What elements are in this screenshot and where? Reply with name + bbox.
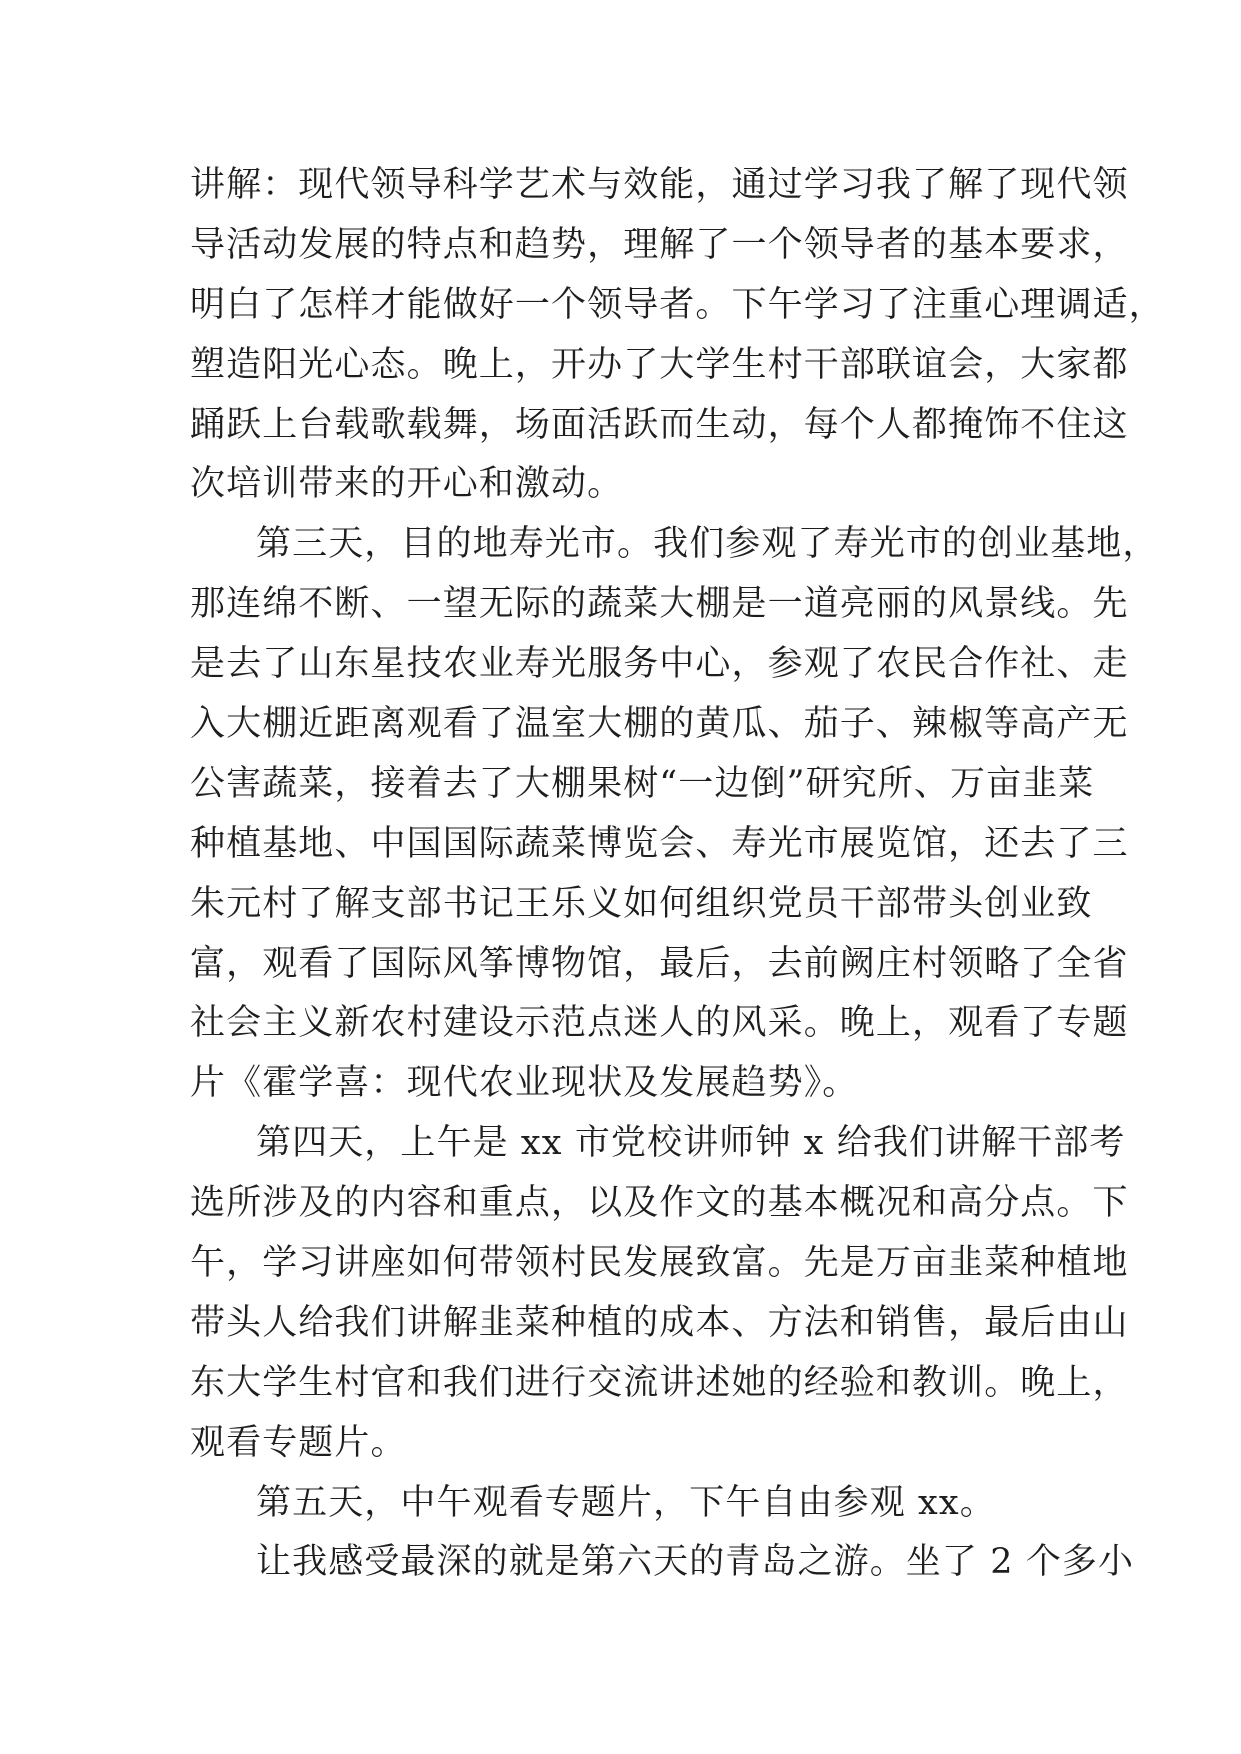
text-line: 富，观看了国际风筝博物馆，最后，去前阙庄村领略了全省 xyxy=(190,943,1129,984)
text-line: 朱元村了解支部书记王乐义如何组织党员干部带头创业致 xyxy=(190,883,1093,924)
text-line: 东大学生村官和我们进行交流讲述她的经验和教训。晚上， xyxy=(190,1362,1129,1403)
text-line: 种植基地、中国国际蔬菜博览会、寿光市展览馆，还去了三 xyxy=(190,823,1129,864)
text-line: 塑造阳光心态。晚上，开办了大学生村干部联谊会，大家都 xyxy=(190,344,1129,385)
text-line: 选所涉及的内容和重点，以及作文的基本概况和高分点。下 xyxy=(190,1183,1129,1224)
text-line: 踊跃上台载歌载舞，场面活跃而生动，每个人都掩饰不住这 xyxy=(190,404,1129,445)
text-line: 带头人给我们讲解韭菜种植的成本、方法和销售，最后由山 xyxy=(190,1302,1129,1343)
text-line: 明白了怎样才能做好一个领导者。下午学习了注重心理调适， xyxy=(190,284,1165,325)
text-line: 导活动发展的特点和趋势，理解了一个领导者的基本要求， xyxy=(190,224,1129,265)
text-line: 讲解：现代领导科学艺术与效能，通过学习我了解了现代领 xyxy=(190,165,1129,205)
text-line: 那连绵不断、一望无际的蔬菜大棚是一道亮丽的风景线。先 xyxy=(190,584,1129,625)
text-line: 第四天，上午是 xx 市党校讲师钟 x 给我们讲解干部考 xyxy=(256,1123,1126,1164)
text-line: 观看专题片。 xyxy=(190,1422,407,1463)
text-line: 社会主义新农村建设示范点迷人的风采。晚上，观看了专题 xyxy=(190,1003,1129,1044)
text-line: 是去了山东星技农业寿光服务中心，参观了农民合作社、走 xyxy=(190,644,1129,685)
text-line: 公害蔬菜，接着去了大棚果树“一边倒”研究所、万亩韭菜 xyxy=(190,763,1095,804)
body-text xyxy=(190,156,1165,1593)
text-line: 让我感受最深的就是第六天的青岛之游。坐了 2 个多小 xyxy=(256,1542,1135,1583)
text-line: 片《霍学喜：现代农业现状及发展趋势》。 xyxy=(190,1063,859,1104)
text-line: 第三天，目的地寿光市。我们参观了寿光市的创业基地， xyxy=(256,524,1159,565)
text-line: 次培训带来的开心和激动。 xyxy=(190,464,624,505)
text-line: 午，学习讲座如何带领村民发展致富。先是万亩韭菜种植地 xyxy=(190,1243,1129,1284)
text-line: 入大棚近距离观看了温室大棚的黄瓜、茄子、辣椒等高产无 xyxy=(190,704,1129,745)
text-line: 第五天，中午观看专题片，下午自由参观 xx。 xyxy=(256,1482,996,1523)
